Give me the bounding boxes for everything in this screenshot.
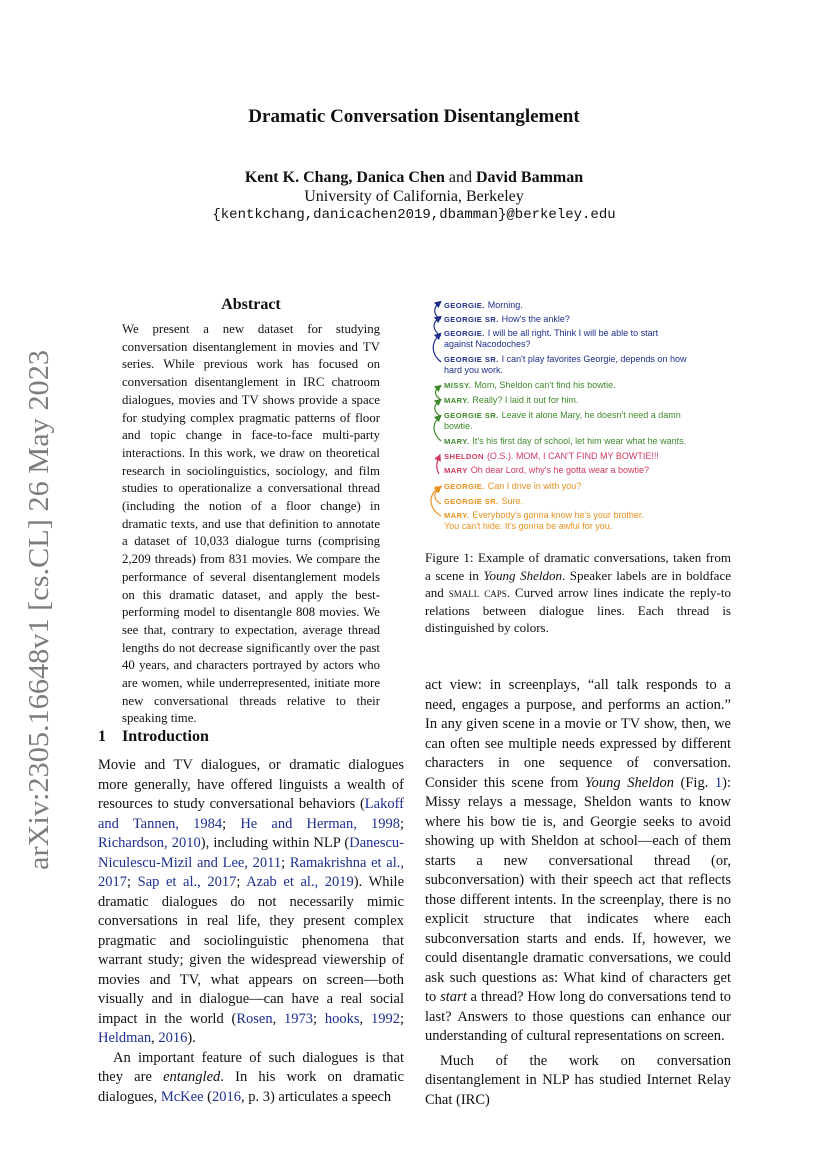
dialogue-text: Can I drive in with you? <box>487 481 582 491</box>
citation-link[interactable]: Danescu-Niculescu-Mizil and Lee, 2011 <box>98 835 405 871</box>
intro-paragraph-1: Movie and TV dialogues, or dramatic dialogues more generally, have offered linguists a wealth of resources to study conversational behaviors (Lakoff and Tannen, 1984; He and Herman, 1998; Richardson, 2010), including within NLP (Danescu-Niculescu-Mizil and Lee, 2011; Ramakrishna et al., 2017; Sap et al., 2017; Azab et al., 2019). While dramatic dialogues do not necessarily mimic conversations in real life, they present complex pragmatic and sociolinguistic phenomena that warrant study; given the widespread viewership of movies and TV, what appears on screen—both visually and in dialogue—can have a real social impact in the world (Rosen, 1973; hooks, 1992; Heldman, 2016). <box>98 757 405 1046</box>
citation-year-link[interactable]: 1973 <box>284 1010 314 1027</box>
dialogue-text: Really? I laid it out for him. <box>472 395 579 405</box>
citation-link[interactable]: Rosen <box>236 1010 273 1027</box>
speaker-label: MARY. <box>444 396 470 405</box>
citation-link[interactable]: McKee <box>160 1088 204 1105</box>
dialogue-text: I can't play favorites Georgie, depends on how <box>501 354 687 364</box>
reply-arrow <box>435 401 441 417</box>
citation-year-link[interactable]: 2016 <box>211 1088 241 1105</box>
dialogue-line <box>444 328 729 350</box>
section-number: 1 <box>98 728 106 745</box>
author-last: David Bamman <box>476 169 584 186</box>
speaker-note: (O.S.). <box>486 451 514 461</box>
dialogue-text: Everybody's gonna know he's your brother. <box>472 510 644 520</box>
citation-link[interactable]: hooks <box>324 1010 360 1027</box>
reply-arrow <box>434 417 441 441</box>
dialogue-line <box>444 481 729 492</box>
abstract-heading: Abstract <box>221 296 281 313</box>
dialogue-text: Oh dear Lord, why's he gotta wear a bowtie? <box>470 465 650 475</box>
speaker-label: GEORGIE SR. <box>444 411 499 420</box>
author-names: Kent K. Chang, Danica Chen <box>244 169 445 186</box>
citation-link[interactable]: Ramakrishna et al., 2017 <box>98 854 404 890</box>
figure-caption: Figure 1: Example of dramatic conversations, taken from a scene in Young Sheldon. Speaker labels are in boldface and small caps. Curved arrow lines indicate the reply-to relations between dialogue lines. Each thread is distinguished by colors. <box>425 550 731 636</box>
abstract-text: We present a new dataset for studying conversation disentanglement in movies and TV series. While previous work has focused on conversation disentanglement in IRC chatroom dialogues, movies and TV shows provide a space for studying complex pragmatic patterns of floor and topic change in face-to-face multi-party interactions. In this work, we draw on theoretical research in sociolinguistics, sociology, and film studies to operationalize a conversational thread (including the notion of a floor change) in dramatic texts, and use that definition to annotate a dataset of 10,033 dialogue turns (comprising 2,209 threads) from 831 movies. We compare the performance of several disentanglement models on this dramatic dataset, and apply the best-performing model to disentangle 808 movies. We see that, contrary to expectation, average thread lengths do not decrease significantly over the past 40 years, and characters portrayed by actors who are women, while underrepresented, initiate more new conversational threads relative to their speaking time. <box>122 322 380 726</box>
speaker-label: MISSY. <box>444 381 472 390</box>
section-title: Introduction <box>122 728 209 745</box>
dialogue-line <box>444 436 729 447</box>
dialogue-text: Leave it alone Mary, he doesn't need a damn <box>501 410 681 420</box>
arxiv-id-text: arXiv:2305.16648v1 [cs.CL] 26 May 2023 <box>24 389 55 870</box>
speaker-label: GEORGIE SR. <box>444 497 499 506</box>
author-and: and <box>448 169 472 186</box>
intro-paragraph-2: An important feature of such dialogues is that they are entangled. In his work on dramatic dialogues, McKee (2016, p. 3) articulates a speech <box>98 1049 404 1105</box>
citation-year-link[interactable]: 2016 <box>158 1030 188 1046</box>
right-paragraph-2: Much of the work on conversation disentanglement in NLP has studied Internet Relay Chat (IRC) <box>425 1052 731 1108</box>
dialogue-text: Morning. <box>487 300 523 310</box>
dialogue-line <box>444 410 729 432</box>
right-paragraph-1: act view: in screenplays, “all talk responds to a need, engages a purpose, and performs an action.” In any given scene in a movie or TV show, then, we can often see multiple needs expressed by different characters in one sequence of conversation. Consider this scene from Young Sheldon (Fig. 1): Missy relays a message, Sheldon wants to know where his bow tie is, and Georgie seeks to avoid showing up with Sheldon at school—each of them starts a new conversational thread (or, subconversation) with their speech act that reflects those different intents. In the screenplay, there is no explicit structure that indicates where each subconversation starts and ends. If, however, we could disentangle dramatic conversations, we could ask such questions as: What kind of characters get to start a thread? How long do conversations tend to last? Answers to those questions can enhance our understanding of cultural representations on screen. <box>425 677 731 1044</box>
dialogue-text: How's the ankle? <box>501 314 570 324</box>
dialogue-line <box>444 314 729 325</box>
speaker-label: GEORGIE SR. <box>444 315 499 324</box>
introduction-body <box>98 756 404 1107</box>
dialogue-line <box>444 354 729 376</box>
reply-arrow <box>435 303 441 319</box>
citation-link[interactable]: Richardson, 2010 <box>98 835 201 851</box>
dialogue-line <box>444 451 729 462</box>
arxiv-identifier <box>20 350 56 870</box>
reply-arrow <box>433 335 441 362</box>
section-heading-introduction <box>98 728 209 746</box>
citation-link[interactable]: Sap et al., 2017 <box>137 874 237 890</box>
speaker-label: MARY <box>444 466 468 475</box>
affiliation: University of California, Berkeley <box>304 188 524 205</box>
speaker-label: GEORGIE SR. <box>444 355 499 364</box>
speaker-label: GEORGIE. <box>444 329 485 338</box>
speaker-label: GEORGIE. <box>444 482 485 491</box>
speaker-label: GEORGIE. <box>444 301 485 310</box>
dialogue-text: Sure. <box>501 496 524 506</box>
citation-link[interactable]: Azab et al., 2019 <box>246 874 354 890</box>
author-block <box>0 168 828 225</box>
author-email: {kentkchang,danicachen2019,dbamman}@berkeley.edu <box>212 207 616 223</box>
citation-year-link[interactable]: 1992 <box>370 1010 400 1027</box>
dialogue-text: I will be all right. Think I will be able to start <box>487 328 659 338</box>
dialogue-text: It's his first day of school, let him wear what he wants. <box>472 436 687 446</box>
speaker-label: SHELDON <box>444 452 484 461</box>
citation-link[interactable]: Heldman <box>98 1030 152 1046</box>
reply-arrow <box>437 457 439 474</box>
dialogue-text-continued: hard you work. <box>444 365 504 375</box>
reply-arrow <box>435 387 441 400</box>
dialogue-text-continued: bowtie. <box>444 421 473 431</box>
dialogue-text: MOM, I CAN'T FIND MY BOWTIE!!! <box>515 451 659 461</box>
speaker-label: MARY. <box>444 437 470 446</box>
dialogue-text: Mom, Sheldon can't find his bowtie. <box>474 380 616 390</box>
speaker-label: MARY. <box>444 511 470 520</box>
dialogue-line <box>444 465 729 476</box>
dialogue-line <box>444 395 729 406</box>
paper-title: Dramatic Conversation Disentanglement <box>248 106 580 127</box>
citation-link[interactable]: He and Herman, 1998 <box>240 815 400 832</box>
reply-arrow <box>434 318 441 336</box>
dialogue-line <box>444 510 729 532</box>
figure-reference-link[interactable]: 1 <box>714 774 723 791</box>
right-column-body <box>425 676 731 1110</box>
citation-link[interactable]: Lakoff and Tannen, 1984 <box>98 796 404 832</box>
dialogue-line <box>444 496 729 507</box>
figure-1-dialogue <box>425 296 731 536</box>
dialogue-text-continued: against Nacodoches? <box>444 339 531 349</box>
dialogue-line <box>444 300 729 311</box>
dialogue-text-continued: You can't hide. It's gonna be awful for you. <box>444 521 613 531</box>
dialogue-line <box>444 380 729 391</box>
